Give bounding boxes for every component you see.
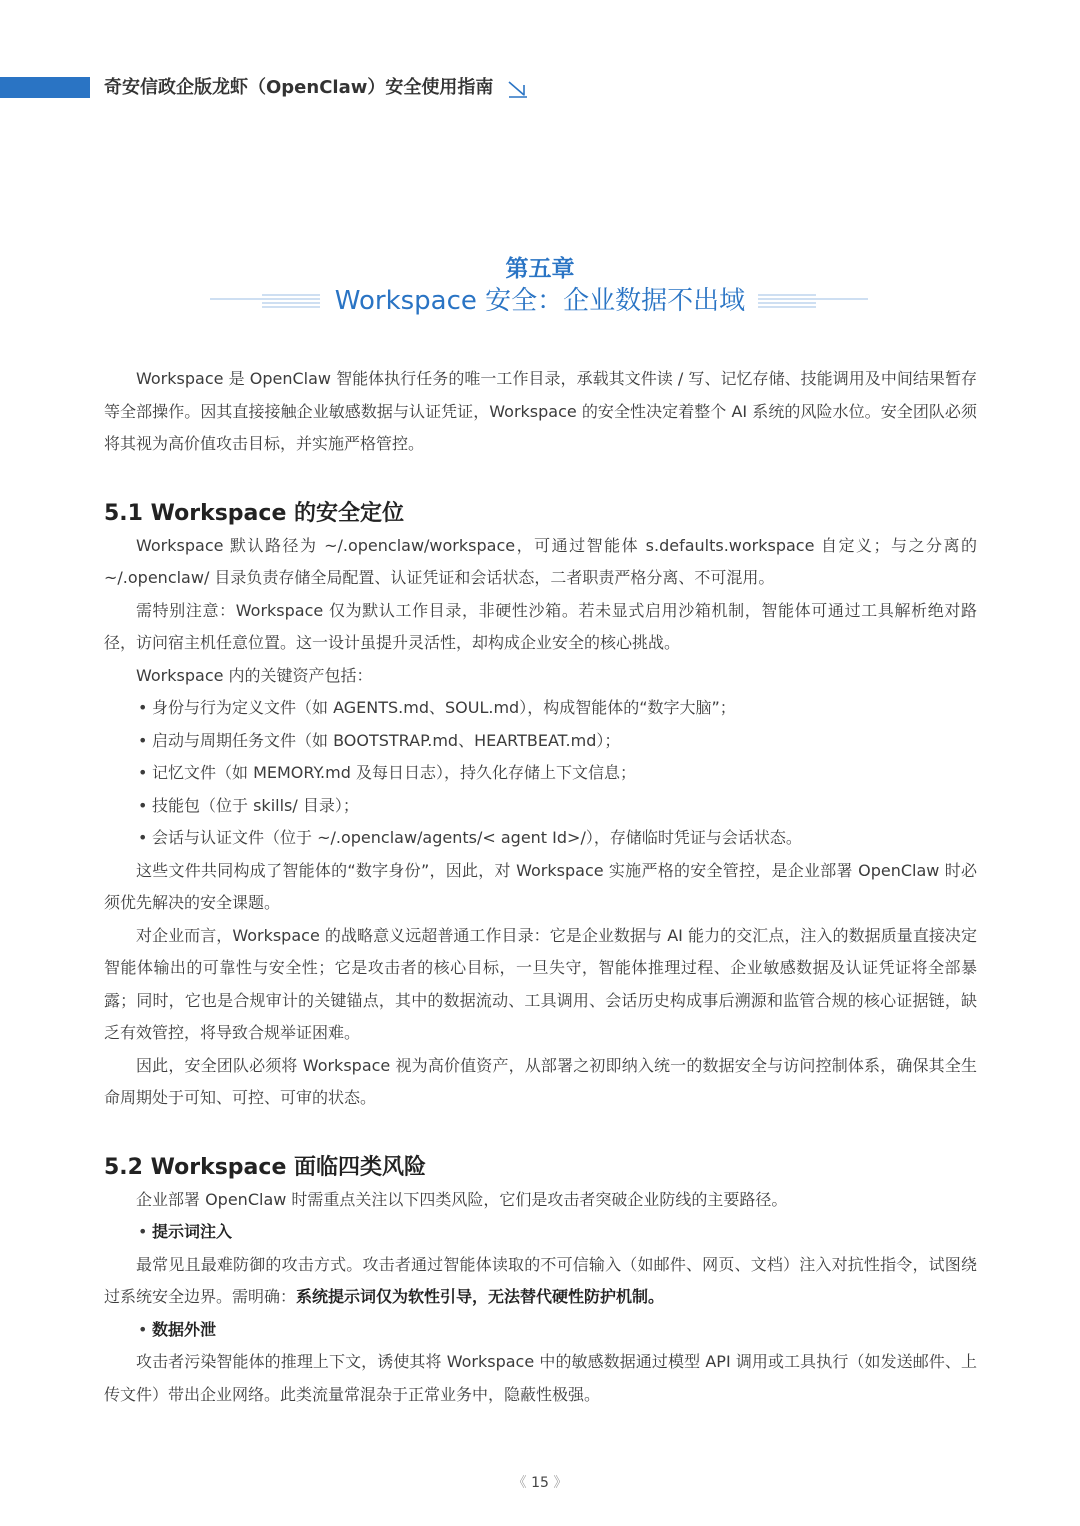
risk-item (104, 1216, 977, 1249)
list-item (104, 757, 977, 790)
chapter-number: 第五章 (505, 256, 575, 282)
paragraph: 对企业而言，Workspace 的战略意义远超普通工作目录：它是企业数据与 AI 能力的交汇点，注入的数据质量直接决定智能体输出的可靠性与安全性；它是攻击者的核心目标，一旦失守，智能体推理过程、企业敏感数据及认证凭证将全部暴露；同时，它也是合规审计的关键锚点，其中的数据流动、工具调用、会话历史构成事后溯源和监管合规的核心证据链，缺乏有效管控，将导致合规举证困难。 (104, 925, 977, 1042)
risk-description: 攻击者污染智能体的推理上下文，诱使其将 Workspace 中的敏感数据通过模型 API 调用或工具执行（如发送邮件、上传文件）带出企业网络。此类流量常混杂于正常业务中，隐蔽性极强。 (104, 1352, 977, 1404)
bullet-icon: • (138, 763, 148, 782)
chapter-title: Workspace 安全：企业数据不出域 (334, 286, 746, 316)
right-bracket-icon: 》 (553, 1475, 568, 1491)
risk-emphasis: 系统提示词仅为软性引导，无法替代硬性防护机制。 (296, 1287, 665, 1306)
list-item-text: 技能包（位于 skills/ 目录）； (152, 795, 359, 815)
main-content (104, 363, 977, 1411)
list-item-text: 身份与行为定义文件（如 AGENTS.md、SOUL.md），构成智能体的“数字大脑”； (152, 698, 736, 717)
chapter-title-row (0, 283, 1080, 319)
risk-title: 提示词注入 (152, 1222, 233, 1241)
list-item (104, 790, 977, 823)
header-accent-bar (0, 77, 90, 98)
paragraph: Workspace 内的关键资产包括： (136, 665, 373, 685)
paragraph: 需特别注意：Workspace 仅为默认工作目录，非硬性沙箱。若未显式启用沙箱机制，智能体可通过工具解析绝对路径，访问宿主机任意位置。这一设计虽提升灵活性，却构成企业安全的核心挑战。 (104, 600, 977, 652)
risk-title: 数据外泄 (152, 1319, 217, 1339)
header-title: 奇安信政企版龙虾（OpenClaw）安全使用指南 (104, 77, 494, 98)
list-item-text: 记忆文件（如 MEMORY.md 及每日日志），持久化存储上下文信息； (152, 763, 636, 782)
bullet-icon: • (138, 795, 148, 815)
list-item-text: 会话与认证文件（位于 ~/.openclaw/agents/< agent Id>/），存储临时凭证与会话状态。 (152, 828, 802, 847)
list-item (104, 822, 977, 855)
bullet-icon: • (138, 730, 148, 750)
paragraph: Workspace 默认路径为 ~/.openclaw/workspace，可通过智能体 s.defaults.workspace 自定义；与之分离的 ~/.openclaw/ 目录负责存储全局配置、认证凭证和会话状态，二者职责严格分离、不可混用。 (104, 535, 977, 587)
paragraph: 这些文件共同构成了智能体的“数字身份”，因此，对 Workspace 实施严格的安全管控，是企业部署 OpenClaw 时必须优先解决的安全课题。 (104, 860, 977, 912)
page-number (0, 1472, 1080, 1494)
bullet-icon: • (138, 698, 148, 717)
list-item-text: 启动与周期任务文件（如 BOOTSTRAP.md、HEARTBEAT.md）； (152, 730, 621, 750)
page-number-value: 15 (531, 1475, 549, 1491)
paragraph: 因此，安全团队必须将 Workspace 视为高价值资产，从部署之初即纳入统一的数据安全与访问控制体系，确保其全生命周期处于可知、可控、可审的状态。 (104, 1055, 977, 1107)
risk-text: 最常见且最难防御的攻击方式。攻击者通过智能体读取的不可信输入（如邮件、网页、文档）注入对抗性指令，试图绕过系统安全边界。需明确： (104, 1254, 977, 1306)
risk-description (104, 1249, 977, 1314)
intro-paragraph: Workspace 是 OpenClaw 智能体执行任务的唯一工作目录，承载其文件读 / 写、记忆存储、技能调用及中间结果暂存等全部操作。因其直接接触企业敏感数据与认证凭证，Workspace 的安全性决定着整个 AI 系统的风险水位。安全团队必须将其视为高价值攻击目标，并实施严格管控。 (104, 369, 977, 453)
decorative-lines-right (758, 291, 868, 311)
bullet-icon: • (138, 1222, 148, 1241)
risk-item (104, 1314, 977, 1347)
list-item (104, 692, 977, 725)
bullet-icon: • (138, 828, 148, 847)
bullet-icon: • (138, 1319, 148, 1339)
list-item (104, 725, 977, 758)
paragraph: 企业部署 OpenClaw 时需重点关注以下四类风险，它们是攻击者突破企业防线的主要路径。 (136, 1189, 788, 1209)
section-heading-5-1: 5.1 Workspace 的安全定位 (104, 500, 405, 526)
left-bracket-icon: 《 (512, 1475, 527, 1491)
arrow-down-right-icon (506, 79, 528, 99)
section-heading-5-2: 5.2 Workspace 面临四类风险 (104, 1154, 427, 1180)
